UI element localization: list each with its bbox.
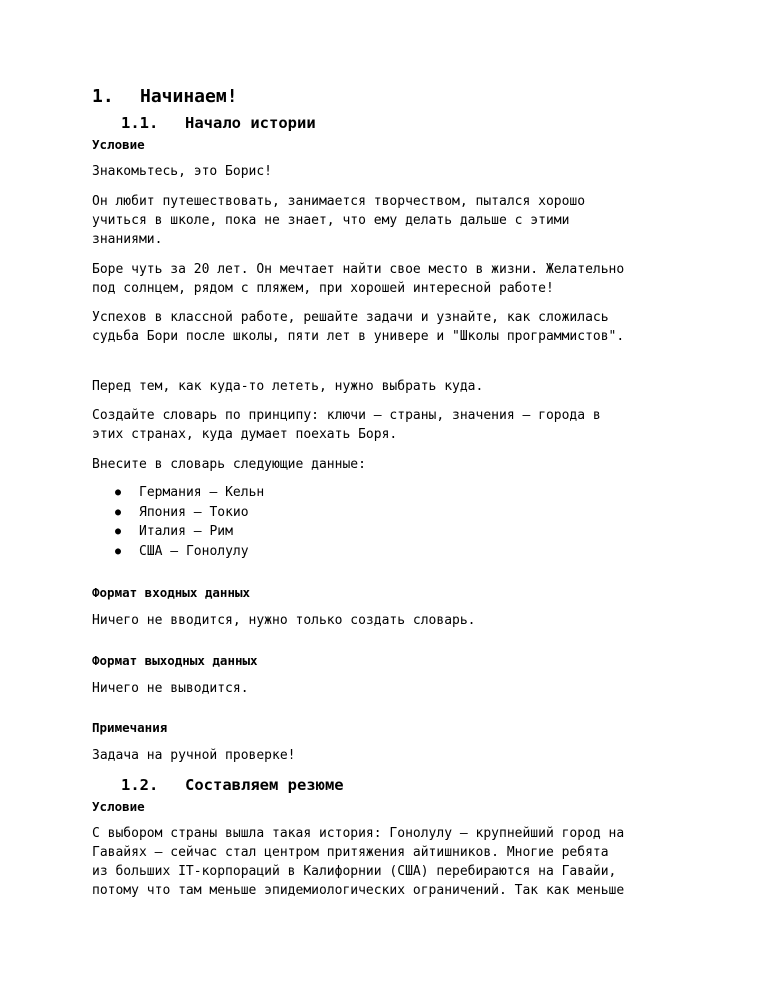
section-title: Начинаем!: [140, 86, 238, 107]
paragraph: Внесите в словарь следующие данные:: [92, 457, 366, 472]
condition-label: Условие: [92, 799, 145, 814]
list-item: ● Италия — Рим: [92, 522, 264, 542]
input-format-text: Ничего не вводится, нужно только создать словарь.: [92, 613, 476, 628]
paragraph: Он любит путешествовать, занимается творчеством, пытался хорошо учиться в школе, пока не знает, что ему делать дальше с этими знаниями.: [92, 194, 586, 247]
subsection-heading-1-2: [121, 776, 344, 794]
paragraph: Создайте словарь по принципу: ключи — страны, значения — города в этих странах, куда думает поехать Боря.: [92, 408, 601, 442]
section-number: 1.: [92, 86, 114, 107]
bullet-list: [92, 483, 264, 561]
paragraph: Знакомьтесь, это Борис!: [92, 164, 273, 179]
paragraph: Успехов в классной работе, решайте задачи и узнайте, как сложилась судьба Бори после школы, пяти лет в универе и "Школы программистов".: [92, 310, 625, 344]
notes-label: Примечания: [92, 720, 168, 735]
paragraph: С выбором страны вышла такая история: Гонолулу — крупнейший город на Гавайях — сейчас стал центром притяжения айтишников. Многие ребята из больших IT-корпораций в Калифорнии (США) перебираются на Гавайи, потому что там меньше эпидемиологических ограничений. Так как меньше: [92, 826, 625, 898]
list-item: ● США — Гонолулу: [92, 542, 264, 562]
list-item: ● Япония — Токио: [92, 503, 264, 523]
subsection-heading-1-1: [121, 114, 316, 132]
output-format-label: Формат выходных данных: [92, 653, 258, 668]
paragraph: Боре чуть за 20 лет. Он мечтает найти свое место в жизни. Желательно под солнцем, рядом с пляжем, при хорошей интересной работе!: [92, 262, 625, 296]
condition-label: Условие: [92, 137, 145, 152]
input-format-label: Формат входных данных: [92, 585, 251, 600]
paragraph: Перед тем, как куда-то лететь, нужно выбрать куда.: [92, 379, 484, 394]
subsection-title: Составляем резюме: [185, 776, 344, 794]
subsection-title: Начало истории: [185, 114, 316, 132]
output-format-text: Ничего не выводится.: [92, 681, 249, 696]
section-heading: [92, 86, 238, 107]
notes-text: Задача на ручной проверке!: [92, 748, 296, 763]
list-item: ● Германия — Кельн: [92, 483, 264, 503]
subsection-number: 1.2.: [121, 776, 159, 794]
subsection-number: 1.1.: [121, 114, 159, 132]
